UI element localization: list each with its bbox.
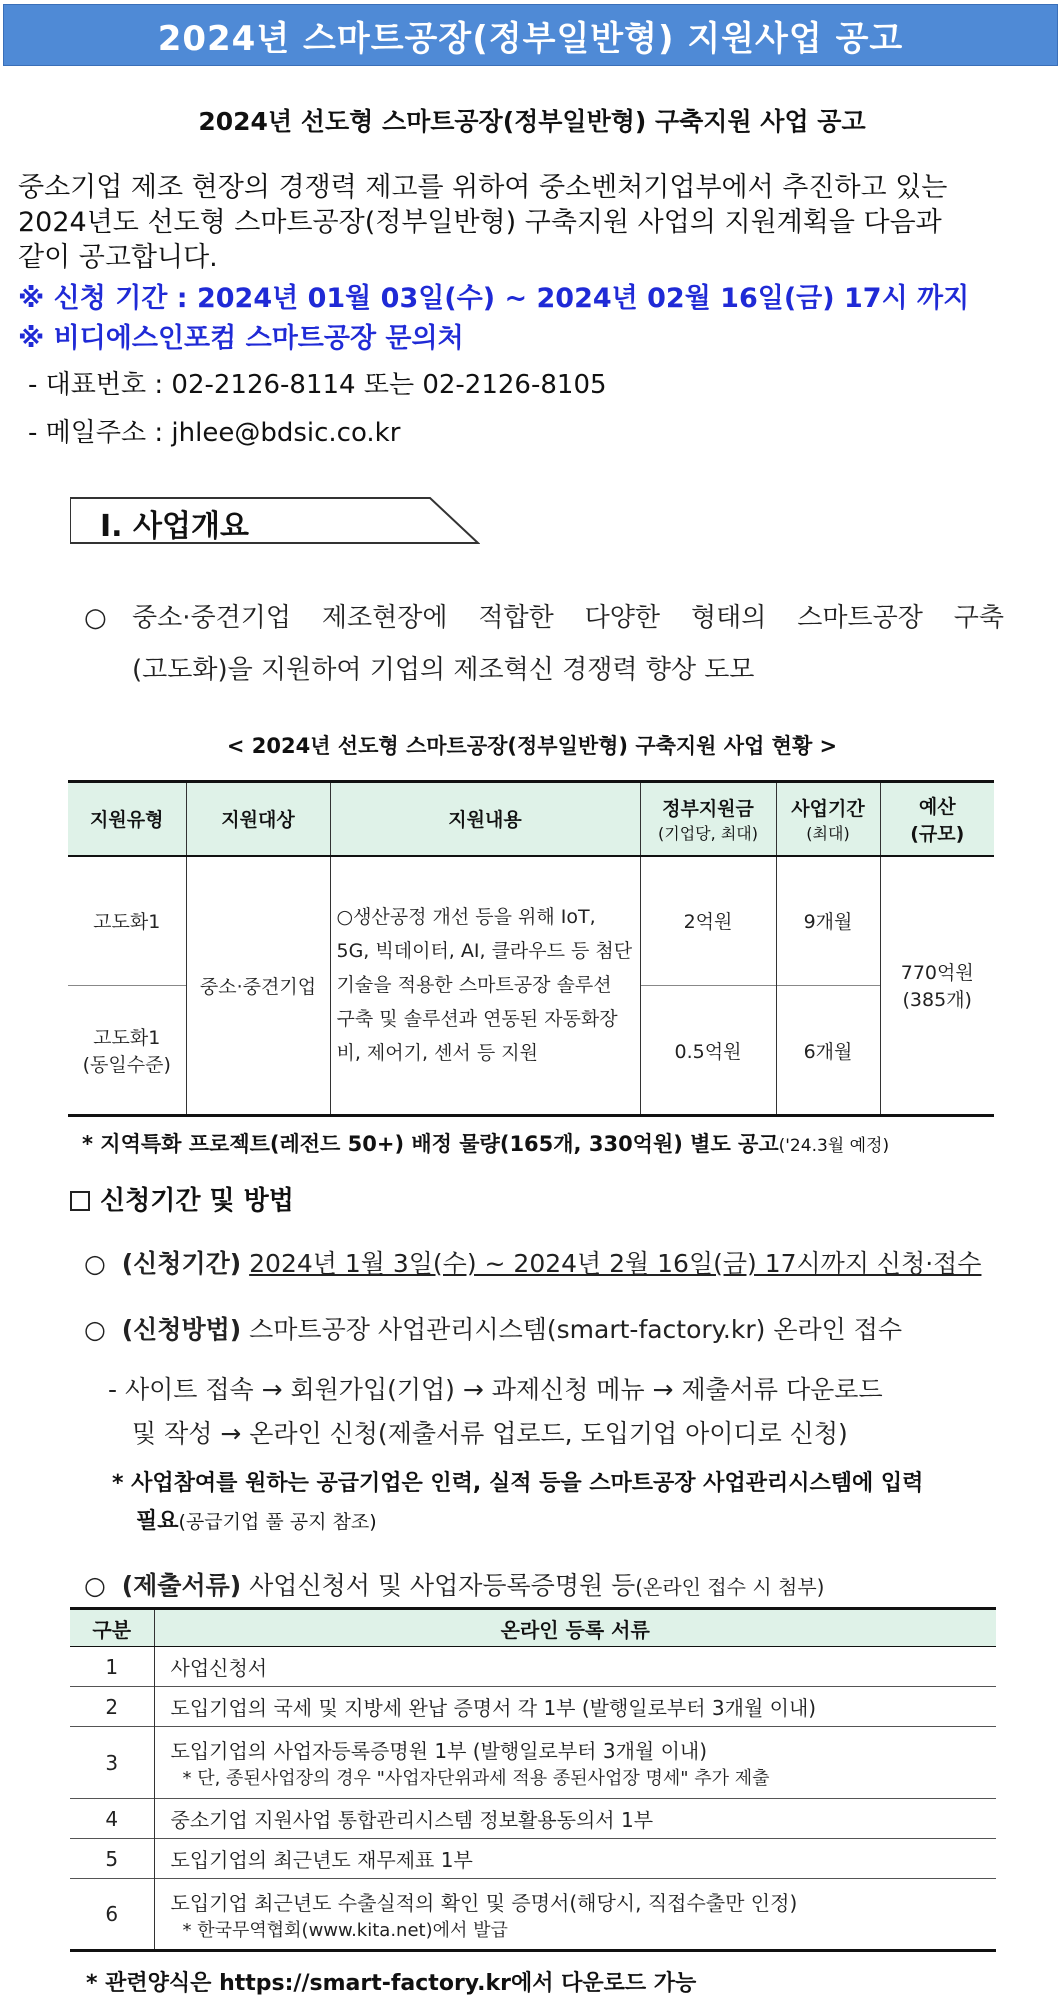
support-status-table: [68, 780, 994, 1117]
section-2-title: 신청기간 및 방법: [100, 1186, 294, 1216]
header-content: 지원내용: [330, 782, 640, 856]
apply-period-text: 2024년 1월 3일(수) ~ 2024년 2월 16일(금) 17시까지 신청·접수: [249, 1249, 982, 1278]
header-no: 구분: [70, 1609, 154, 1647]
section-1-title: Ⅰ. 사업개요: [100, 509, 249, 544]
method-steps-line: 및 작성 → 온라인 신청(제출서류 업로드, 도입기업 아이디로 신청): [132, 1419, 848, 1448]
contact-notice: ※ 비디에스인포컴 스마트공장 문의처: [18, 323, 464, 354]
overview-paragraph: [84, 592, 1004, 696]
header-period: 사업기간 (최대): [776, 782, 880, 856]
page-banner-title: 2024년 스마트공장(정부일반형) 지원사업 공고: [3, 4, 1058, 66]
table-row: 5 도입기업의 최근년도 재무제표 1부: [70, 1839, 996, 1879]
budget-cell: 770억원 (385개): [880, 856, 994, 1116]
circle-bullet-icon: ○: [84, 603, 107, 633]
contact-phone: - 대표번호 : 02-2126-8114 또는 02-2126-8105: [28, 370, 607, 400]
header-gov-funding: 정부지원금 (기업당, 최대): [640, 782, 776, 856]
table-row: 6 도입기업 최근년도 수출실적의 확인 및 증명서(해당시, 직접수출만 인정) * 한국무역협회(www.kita.net)에서 발급: [70, 1879, 996, 1951]
table-row: 3 도입기업의 사업자등록증명원 1부 (발행일로부터 3개월 이내) * 단, 종된사업장의 경우 "사업자단위과세 적용 종된사업장 명세" 추가 제출: [70, 1727, 996, 1799]
documents-item: ○ (제출서류) 사업신청서 및 사업자등록증명원 등(온라인 접수 시 첨부): [84, 1571, 825, 1600]
intro-line: 2024년도 선도형 스마트공장(정부일반형) 구축지원 사업의 지원계획을 다음과: [18, 207, 942, 238]
announcement-subtitle: 2024년 선도형 스마트공장(정부일반형) 구축지원 사업 공고: [198, 107, 866, 136]
overview-line: 중소·중견기업 제조현장에 적합한 다양한 형태의 스마트공장 구축: [132, 603, 1004, 633]
documents-table: [70, 1607, 996, 1952]
row1-type: 고도화1: [68, 856, 186, 986]
intro-line: 중소기업 제조 현장의 경쟁력 제고를 위하여 중소벤처기업부에서 추진하고 있는: [18, 172, 948, 203]
row1-gov-funding: 2억원: [640, 856, 776, 986]
section-2-heading: [70, 1180, 294, 1217]
table-row: 2 도입기업의 국세 및 지방세 완납 증명서 각 1부 (발행일로부터 3개월 이내): [70, 1687, 996, 1727]
supplier-note-line2: 필요(공급기업 풀 공지 참조): [136, 1509, 377, 1534]
apply-period-item: ○ (신청기간) 2024년 1월 3일(수) ~ 2024년 2월 16일(금) 17시까지 신청·접수: [84, 1249, 982, 1278]
table-row: 1 사업신청서: [70, 1647, 996, 1687]
row2-type: 고도화1 (동일수준): [68, 986, 186, 1116]
overview-line: (고도화)을 지원하여 기업의 제조혁신 경쟁력 향상 도모: [132, 655, 755, 685]
table1-caption: < 2024년 선도형 스마트공장(정부일반형) 구축지원 사업 현황 >: [226, 734, 838, 758]
row2-period: 6개월: [776, 986, 880, 1116]
target-cell: 중소·중견기업: [186, 856, 330, 1116]
square-bullet-icon: [70, 1191, 90, 1211]
table-header-row: [68, 782, 994, 856]
table-header-row: [70, 1609, 996, 1647]
header-target: 지원대상: [186, 782, 330, 856]
application-period-notice: ※ 신청 기간 : 2024년 01월 03일(수) ~ 2024년 02월 16일(금) 17시 까지: [18, 283, 970, 314]
row2-gov-funding: 0.5억원: [640, 986, 776, 1116]
header-doc: 온라인 등록 서류: [154, 1609, 996, 1647]
content-cell: ○생산공정 개선 등을 위해 IoT, 5G, 빅데이터, AI, 클라우드 등 첨단기술을 적용한 스마트공장 솔루션 구축 및 솔루션과 연동된 자동화장비, 제어기, 센서 등 지원: [330, 856, 640, 1116]
row1-period: 9개월: [776, 856, 880, 986]
regional-project-note: * 지역특화 프로젝트(레전드 50+) 배정 물량(165개, 330억원) 별도 공고('24.3월 예정): [82, 1132, 890, 1156]
header-type: 지원유형: [68, 782, 186, 856]
section-1-heading: [70, 497, 480, 545]
supplier-note: * 사업참여를 원하는 공급기업은 인력, 실적 등을 스마트공장 사업관리시스템에 입력: [112, 1471, 924, 1496]
contact-email[interactable]: - 메일주소 : jhlee@bdsic.co.kr: [28, 418, 401, 448]
method-steps-line: - 사이트 접속 → 회원가입(기업) → 과제신청 메뉴 → 제출서류 다운로드: [108, 1375, 883, 1404]
apply-method-item: ○ (신청방법) 스마트공장 사업관리시스템(smart-factory.kr) 온라인 접수: [84, 1315, 903, 1344]
table-row: 4 중소기업 지원사업 통합관리시스템 정보활용동의서 1부: [70, 1799, 996, 1839]
intro-line: 같이 공고합니다.: [18, 242, 218, 273]
forms-download-note: * 관련양식은 https://smart-factory.kr에서 다운로드 가능: [86, 1971, 697, 1996]
table-row: [68, 856, 994, 986]
intro-paragraph: [18, 170, 1048, 275]
header-budget: 예산 (규모): [880, 782, 994, 856]
